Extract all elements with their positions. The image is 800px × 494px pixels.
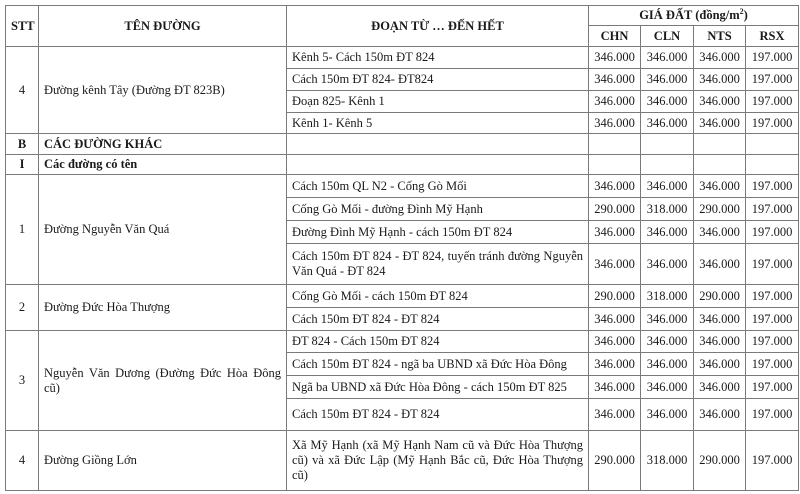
price-nts: 346.000: [694, 221, 746, 244]
road-name: Đường Giồng Lớn: [39, 431, 287, 491]
empty-cell: [287, 134, 589, 155]
price-rsx: 197.000: [746, 221, 799, 244]
row-stt: 4: [6, 431, 39, 491]
price-cln: 318.000: [641, 285, 694, 308]
segment: Cách 150m ĐT 824- ĐT824: [287, 69, 589, 91]
price-cln: 318.000: [641, 198, 694, 221]
price-chn: 346.000: [589, 47, 641, 69]
price-nts: 346.000: [694, 331, 746, 353]
section-i-stt: I: [6, 155, 39, 175]
price-cln: 318.000: [641, 431, 694, 491]
price-cln: 346.000: [641, 376, 694, 399]
price-rsx: 197.000: [746, 113, 799, 134]
header-segment: ĐOẠN TỪ … ĐẾN HẾT: [287, 6, 589, 47]
price-rsx: 197.000: [746, 91, 799, 113]
price-cln: 346.000: [641, 47, 694, 69]
price-rsx: 197.000: [746, 308, 799, 331]
price-cln: 346.000: [641, 353, 694, 376]
row-stt: 1: [6, 175, 39, 285]
price-nts: 346.000: [694, 91, 746, 113]
price-rsx: 197.000: [746, 198, 799, 221]
price-nts: 346.000: [694, 113, 746, 134]
price-rsx: 197.000: [746, 69, 799, 91]
price-chn: 290.000: [589, 285, 641, 308]
price-chn: 346.000: [589, 353, 641, 376]
price-cln: 346.000: [641, 244, 694, 285]
price-cln: 346.000: [641, 175, 694, 198]
price-cln: 346.000: [641, 91, 694, 113]
empty-cell: [641, 155, 694, 175]
header-chn: CHN: [589, 26, 641, 47]
price-chn: 290.000: [589, 431, 641, 491]
road-name: Đường kênh Tây (Đường ĐT 823B): [39, 47, 287, 134]
land-price-table: [5, 5, 799, 491]
header-cln: CLN: [641, 26, 694, 47]
price-nts: 290.000: [694, 198, 746, 221]
empty-cell: [694, 134, 746, 155]
header-land-price-sup: 2: [739, 6, 744, 16]
price-nts: 346.000: [694, 47, 746, 69]
segment: Kênh 5- Cách 150m ĐT 824: [287, 47, 589, 69]
price-chn: 346.000: [589, 244, 641, 285]
price-chn: 346.000: [589, 113, 641, 134]
segment: ĐT 824 - Cách 150m ĐT 824: [287, 331, 589, 353]
price-rsx: 197.000: [746, 399, 799, 431]
segment: Đường Đình Mỹ Hạnh - cách 150m ĐT 824: [287, 221, 589, 244]
price-rsx: 197.000: [746, 353, 799, 376]
price-chn: 346.000: [589, 91, 641, 113]
road-name: Đường Đức Hòa Thượng: [39, 285, 287, 331]
price-rsx: 197.000: [746, 244, 799, 285]
section-b-title: CÁC ĐƯỜNG KHÁC: [39, 134, 287, 155]
empty-cell: [746, 155, 799, 175]
segment: Cách 150m ĐT 824 - ĐT 824: [287, 399, 589, 431]
price-cln: 346.000: [641, 308, 694, 331]
segment: Cách 150m QL N2 - Cống Gò Mối: [287, 175, 589, 198]
table-row: [6, 285, 799, 308]
section-row-b: [6, 134, 799, 155]
price-nts: 346.000: [694, 399, 746, 431]
empty-cell: [589, 155, 641, 175]
segment: Đoạn 825- Kênh 1: [287, 91, 589, 113]
price-nts: 346.000: [694, 69, 746, 91]
price-nts: 346.000: [694, 353, 746, 376]
price-chn: 346.000: [589, 175, 641, 198]
road-name: Nguyễn Văn Dương (Đường Đức Hòa Đông cũ): [39, 331, 287, 431]
segment: Ngã ba UBND xã Đức Hòa Đông - cách 150m ĐT 825: [287, 376, 589, 399]
row-stt: 2: [6, 285, 39, 331]
header-land-price-label: GIÁ ĐẤT (đồng/m: [639, 8, 740, 22]
price-nts: 346.000: [694, 175, 746, 198]
price-chn: 346.000: [589, 399, 641, 431]
empty-cell: [589, 134, 641, 155]
price-chn: 346.000: [589, 308, 641, 331]
table-row: [6, 331, 799, 353]
price-chn: 346.000: [589, 69, 641, 91]
empty-cell: [287, 155, 589, 175]
price-cln: 346.000: [641, 331, 694, 353]
price-nts: 290.000: [694, 285, 746, 308]
row-stt: 3: [6, 331, 39, 431]
price-nts: 346.000: [694, 244, 746, 285]
header-stt: STT: [6, 6, 39, 47]
header-rsx: RSX: [746, 26, 799, 47]
price-chn: 290.000: [589, 198, 641, 221]
header-land-price: [589, 6, 799, 26]
header-road-name: TÊN ĐƯỜNG: [39, 6, 287, 47]
price-nts: 346.000: [694, 308, 746, 331]
price-rsx: 197.000: [746, 47, 799, 69]
price-rsx: 197.000: [746, 331, 799, 353]
price-rsx: 197.000: [746, 431, 799, 491]
table-row: [6, 47, 799, 69]
segment: Cống Gò Mối - đường Đình Mỹ Hạnh: [287, 198, 589, 221]
segment: Cách 150m ĐT 824 - ngã ba UBND xã Đức Hòa Đông: [287, 353, 589, 376]
price-cln: 346.000: [641, 69, 694, 91]
price-rsx: 197.000: [746, 376, 799, 399]
empty-cell: [694, 155, 746, 175]
segment: Cống Gò Mối - cách 150m ĐT 824: [287, 285, 589, 308]
table-row: [6, 175, 799, 198]
price-chn: 346.000: [589, 331, 641, 353]
section-row-i: [6, 155, 799, 175]
header-nts: NTS: [694, 26, 746, 47]
price-rsx: 197.000: [746, 285, 799, 308]
price-chn: 346.000: [589, 376, 641, 399]
table-row: [6, 431, 799, 491]
header-land-price-close: ): [743, 8, 748, 22]
price-cln: 346.000: [641, 399, 694, 431]
price-rsx: 197.000: [746, 175, 799, 198]
empty-cell: [641, 134, 694, 155]
segment: Kênh 1- Kênh 5: [287, 113, 589, 134]
empty-cell: [746, 134, 799, 155]
row-stt: 4: [6, 47, 39, 134]
section-i-title: Các đường có tên: [39, 155, 287, 175]
road-name: Đường Nguyễn Văn Quá: [39, 175, 287, 285]
segment: Xã Mỹ Hạnh (xã Mỹ Hạnh Nam cũ và Đức Hòa Thượng cũ) và xã Đức Lập (Mỹ Hạnh Bắc cũ, Đức Hòa Thượng cũ): [287, 431, 589, 491]
price-cln: 346.000: [641, 113, 694, 134]
segment: Cách 150m ĐT 824 - ĐT 824: [287, 308, 589, 331]
price-chn: 346.000: [589, 221, 641, 244]
price-nts: 346.000: [694, 376, 746, 399]
price-nts: 290.000: [694, 431, 746, 491]
section-b-stt: B: [6, 134, 39, 155]
segment: Cách 150m ĐT 824 - ĐT 824, tuyến tránh đường Nguyễn Văn Quá - ĐT 824: [287, 244, 589, 285]
price-cln: 346.000: [641, 221, 694, 244]
